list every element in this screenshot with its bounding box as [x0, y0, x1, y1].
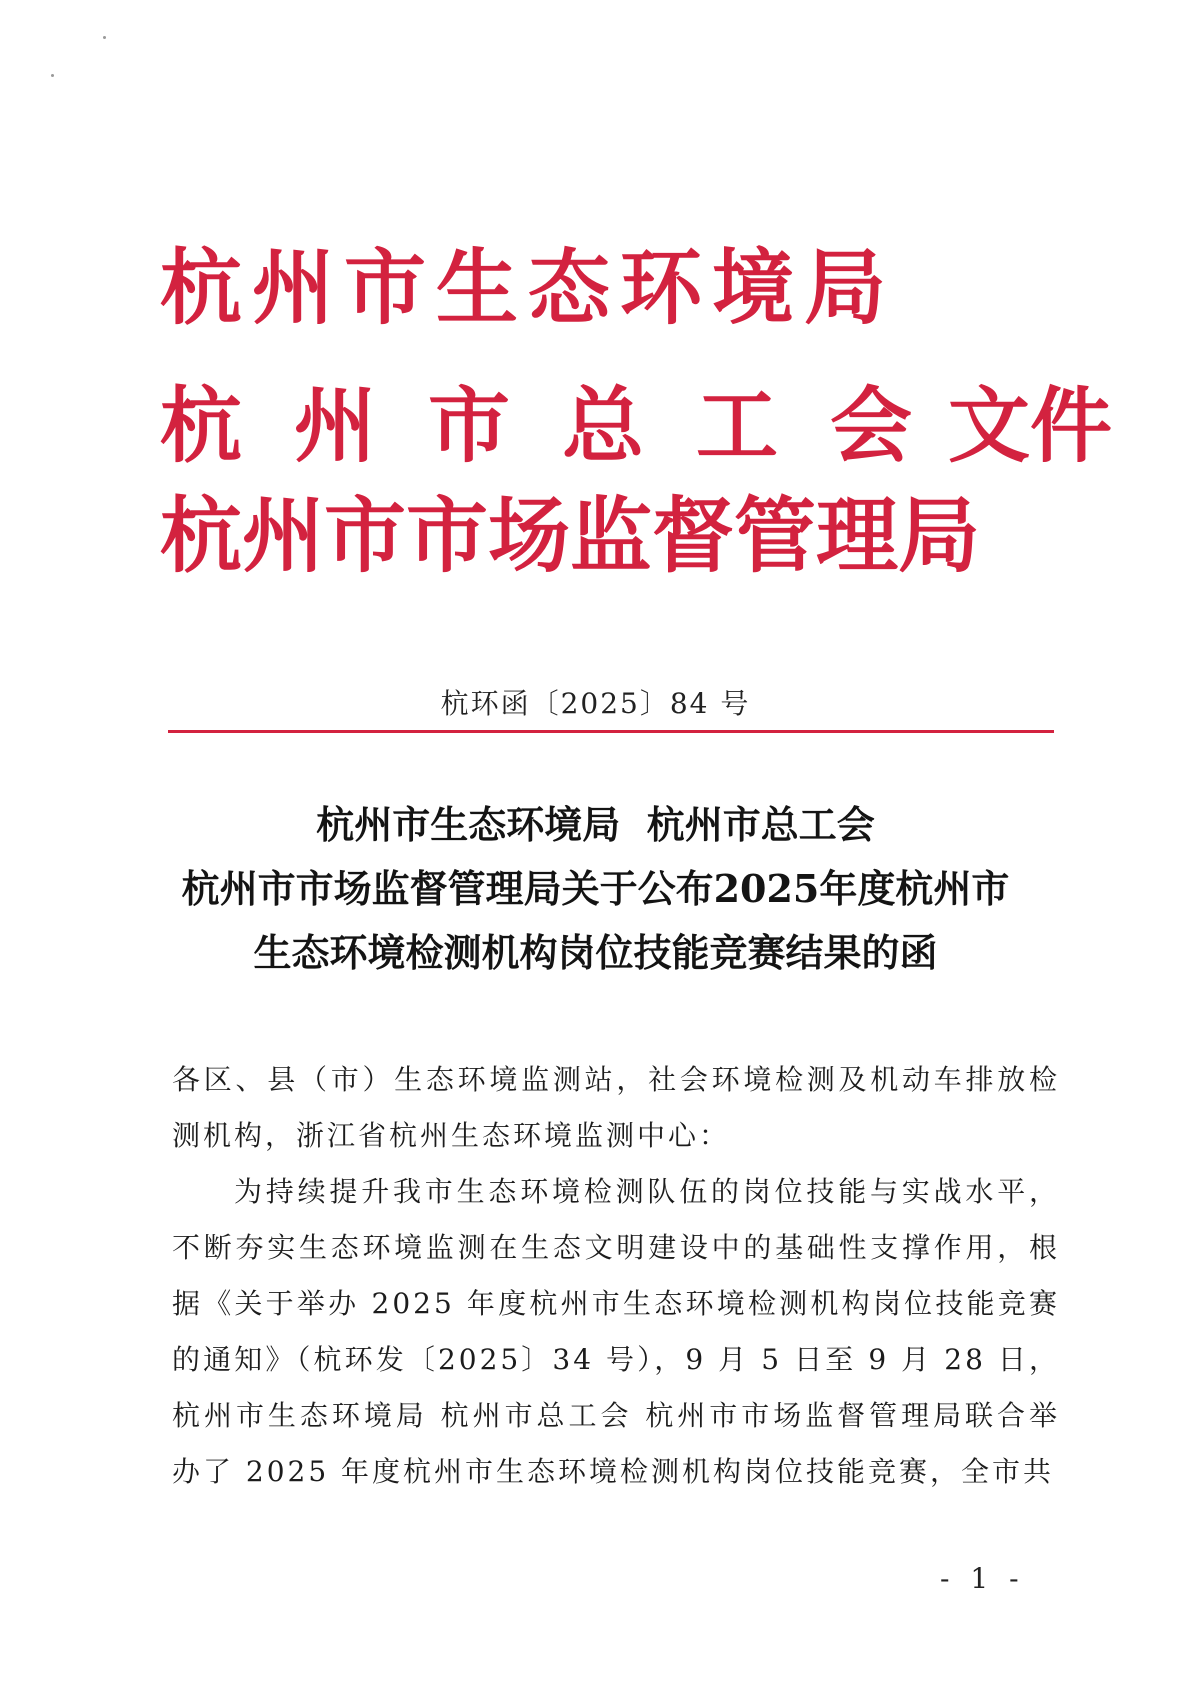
header-document-suffix: 文件: [948, 378, 1113, 474]
header-line-market-supervision-bureau: 杭州市市场监督管理局: [160, 488, 981, 584]
header-line-federation-of-trade-unions: [160, 364, 1113, 488]
header-federation-name: 杭州市总工会: [160, 378, 965, 474]
page-number: - 1 -: [940, 1562, 1025, 1595]
title-line-1: 杭州市生态环境局 杭州市总工会: [316, 802, 875, 847]
title-line-3: 生态环境检测机构岗位技能竞赛结果的函: [253, 930, 938, 975]
body-paragraph-1: 为持续提升我市生态环境检测队伍的岗位技能与实战水平，不断夯实生态环境监测在生态文明建设中的基础性支撑作用，根据《关于举办 2025 年度杭州市生态环境检测机构岗位技能竞赛的通知》（杭环发〔2025〕34 号），9 月 5 日至 9 月 28 日，杭州市生态环境局 杭州市总工会 杭州市市场监督管理局联合举办了 2025 年度杭州市生态环境检测机构岗位技能竞赛，全市共: [172, 1175, 1060, 1488]
document-title: [0, 793, 1191, 985]
addressee-paragraph: 各区、县（市）生态环境监测站，社会环境检测及机动车排放检测机构，浙江省杭州生态环境监测中心：: [172, 1063, 1060, 1152]
red-separator-rule: [168, 730, 1054, 733]
scan-speck: [103, 36, 106, 39]
header-line-ecology-bureau: 杭州市生态环境局: [160, 240, 897, 336]
scan-speck: [51, 74, 54, 77]
document-number: 杭环函〔2025〕84 号: [440, 687, 751, 720]
title-line-2: 杭州市市场监督管理局关于公布2025年度杭州市: [181, 866, 1010, 911]
document-body: [172, 1052, 1060, 1500]
issuing-authorities-header: [160, 240, 1113, 612]
